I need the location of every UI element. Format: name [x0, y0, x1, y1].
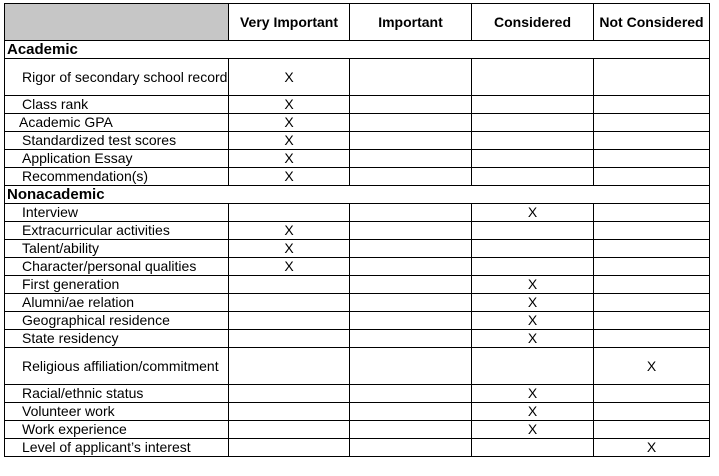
- mark-cell: [350, 240, 472, 258]
- row-label: First generation: [5, 276, 229, 294]
- mark-cell: X: [229, 132, 350, 150]
- header-row: [5, 4, 710, 41]
- mark-cell: [594, 258, 710, 276]
- mark-cell: [472, 150, 594, 168]
- row-label: State residency: [5, 330, 229, 348]
- table-row: [5, 258, 710, 276]
- table-row: [5, 276, 710, 294]
- table-row: [5, 150, 710, 168]
- mark-cell: [594, 294, 710, 312]
- mark-cell: [594, 59, 710, 96]
- mark-cell: [594, 168, 710, 186]
- row-label: Class rank: [5, 96, 229, 114]
- mark-cell: [350, 132, 472, 150]
- mark-cell: [594, 276, 710, 294]
- mark-cell: X: [229, 168, 350, 186]
- mark-cell: [350, 294, 472, 312]
- mark-cell: [350, 150, 472, 168]
- mark-cell: [229, 294, 350, 312]
- table-row: [5, 294, 710, 312]
- table-row: [5, 348, 710, 385]
- row-label: Racial/ethnic status: [5, 385, 229, 403]
- mark-cell: [472, 132, 594, 150]
- mark-cell: [594, 96, 710, 114]
- mark-cell: [472, 439, 594, 457]
- mark-cell: [229, 312, 350, 330]
- mark-cell: X: [472, 312, 594, 330]
- mark-cell: X: [229, 150, 350, 168]
- row-label: Recommendation(s): [5, 168, 229, 186]
- header-corner-cell: [5, 4, 229, 41]
- mark-cell: [350, 276, 472, 294]
- table-row: [5, 403, 710, 421]
- table-row: [5, 59, 710, 96]
- mark-cell: X: [472, 276, 594, 294]
- mark-cell: [350, 330, 472, 348]
- row-label: Character/personal qualities: [5, 258, 229, 276]
- mark-cell: X: [594, 348, 710, 385]
- mark-cell: [594, 385, 710, 403]
- mark-cell: [350, 258, 472, 276]
- header-very-important: Very Important: [229, 4, 350, 41]
- mark-cell: [350, 403, 472, 421]
- mark-cell: [229, 276, 350, 294]
- header-considered: Considered: [472, 4, 594, 41]
- mark-cell: X: [594, 439, 710, 457]
- mark-cell: [350, 168, 472, 186]
- row-label: Application Essay: [5, 150, 229, 168]
- table-row: [5, 240, 710, 258]
- mark-cell: [350, 439, 472, 457]
- row-label: Standardized test scores: [5, 132, 229, 150]
- row-label: Volunteer work: [5, 403, 229, 421]
- row-label: Rigor of secondary school record: [5, 59, 229, 96]
- mark-cell: X: [229, 114, 350, 132]
- mark-cell: [594, 132, 710, 150]
- mark-cell: [229, 330, 350, 348]
- mark-cell: [350, 348, 472, 385]
- mark-cell: [229, 348, 350, 385]
- mark-cell: [594, 222, 710, 240]
- table-row: [5, 222, 710, 240]
- mark-cell: [472, 96, 594, 114]
- row-label: Extracurricular activities: [5, 222, 229, 240]
- section-title: Nonacademic: [5, 186, 710, 204]
- row-label: Interview: [5, 204, 229, 222]
- row-label: Academic GPA: [5, 114, 229, 132]
- mark-cell: X: [229, 240, 350, 258]
- mark-cell: [229, 204, 350, 222]
- mark-cell: [472, 222, 594, 240]
- row-label: Alumni/ae relation: [5, 294, 229, 312]
- mark-cell: [594, 150, 710, 168]
- mark-cell: [229, 421, 350, 439]
- row-label: Work experience: [5, 421, 229, 439]
- mark-cell: [229, 385, 350, 403]
- table-row: [5, 385, 710, 403]
- mark-cell: [350, 114, 472, 132]
- table-row: [5, 312, 710, 330]
- mark-cell: [229, 403, 350, 421]
- mark-cell: [594, 114, 710, 132]
- mark-cell: [350, 385, 472, 403]
- mark-cell: X: [229, 222, 350, 240]
- mark-cell: [350, 421, 472, 439]
- mark-cell: [472, 114, 594, 132]
- mark-cell: [350, 222, 472, 240]
- table-row: [5, 96, 710, 114]
- mark-cell: [594, 403, 710, 421]
- table-row: [5, 168, 710, 186]
- mark-cell: X: [472, 294, 594, 312]
- mark-cell: [594, 421, 710, 439]
- mark-cell: [350, 204, 472, 222]
- table-row: [5, 330, 710, 348]
- table-row: [5, 439, 710, 457]
- mark-cell: [350, 96, 472, 114]
- mark-cell: [229, 439, 350, 457]
- table-row: [5, 204, 710, 222]
- header-not-considered: Not Considered: [594, 4, 710, 41]
- mark-cell: [472, 168, 594, 186]
- mark-cell: [594, 240, 710, 258]
- mark-cell: X: [472, 421, 594, 439]
- header-important: Important: [350, 4, 472, 41]
- section-title: Academic: [5, 41, 710, 59]
- row-label: Religious affiliation/commitment: [5, 348, 229, 385]
- mark-cell: [594, 204, 710, 222]
- mark-cell: X: [472, 204, 594, 222]
- mark-cell: X: [472, 403, 594, 421]
- mark-cell: [472, 258, 594, 276]
- section-nonacademic: [5, 186, 710, 204]
- mark-cell: X: [229, 59, 350, 96]
- mark-cell: X: [229, 96, 350, 114]
- table-row: [5, 114, 710, 132]
- mark-cell: [472, 59, 594, 96]
- mark-cell: [594, 312, 710, 330]
- mark-cell: [350, 312, 472, 330]
- mark-cell: X: [472, 330, 594, 348]
- section-academic: [5, 41, 710, 59]
- mark-cell: [594, 330, 710, 348]
- admission-factors-table: [4, 3, 710, 457]
- table-row: [5, 132, 710, 150]
- row-label: Geographical residence: [5, 312, 229, 330]
- mark-cell: X: [229, 258, 350, 276]
- mark-cell: [350, 59, 472, 96]
- row-label: Talent/ability: [5, 240, 229, 258]
- mark-cell: X: [472, 385, 594, 403]
- table-row: [5, 421, 710, 439]
- row-label: Level of applicant’s interest: [5, 439, 229, 457]
- mark-cell: [472, 348, 594, 385]
- mark-cell: [472, 240, 594, 258]
